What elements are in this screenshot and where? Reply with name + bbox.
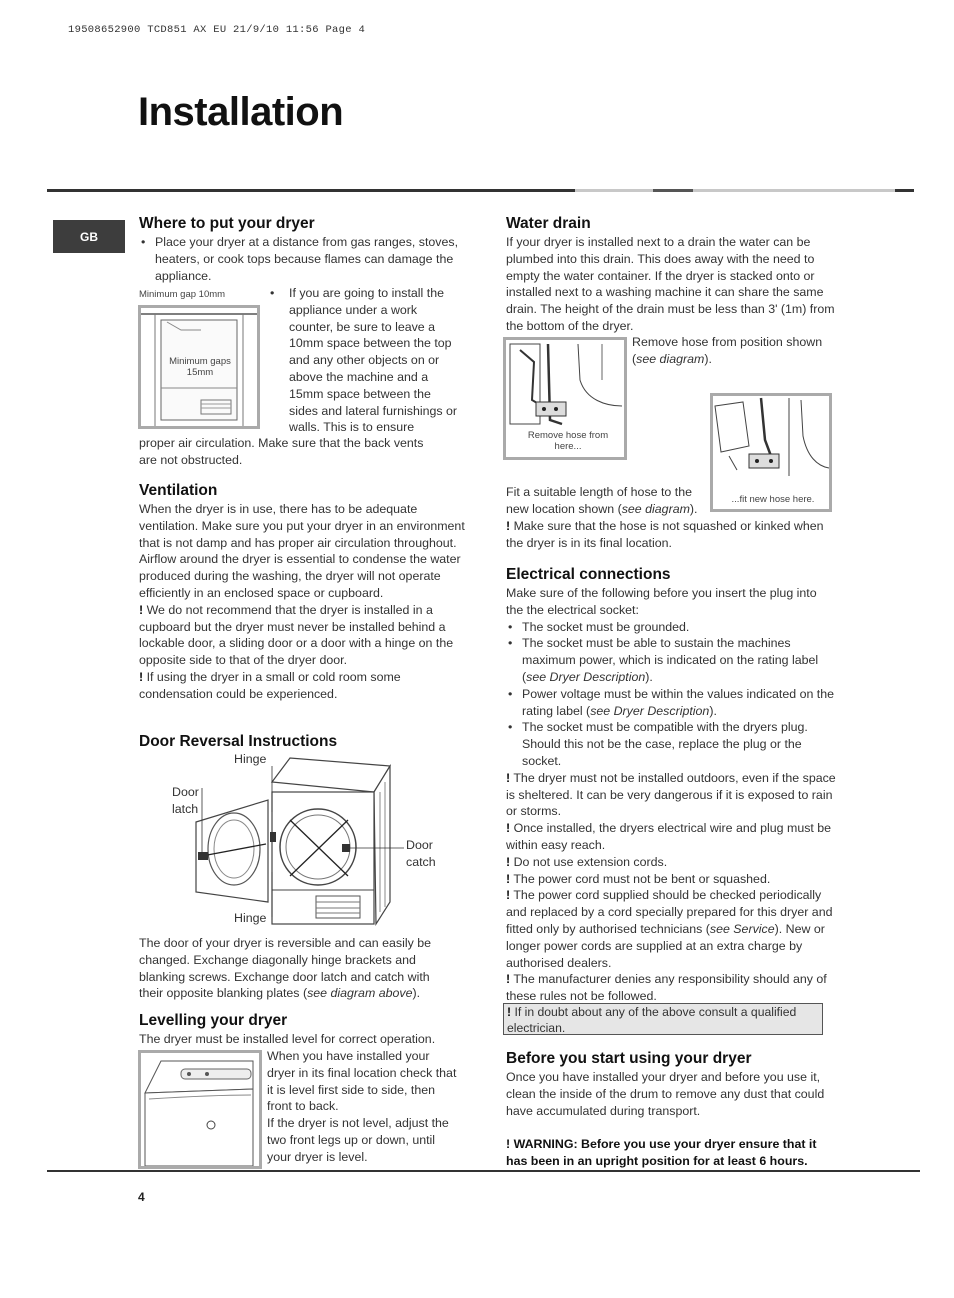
hose-remove-figure	[503, 337, 627, 460]
ventilation-warning-1	[139, 602, 465, 669]
b3-text: Power voltage must be within the values indicated on the rating label (	[522, 686, 835, 718]
ventilation-body	[139, 501, 465, 703]
dryer-gap-figure	[138, 305, 260, 429]
electrical-warning-4	[506, 871, 836, 888]
top-rule-light	[575, 189, 653, 192]
e-w2-text: Once installed, the dryers electrical wire and plug must be within easy reach.	[506, 821, 832, 852]
levelling-p2: When you have installed your dryer in its final location check that it is level first side to side, then front to back.	[267, 1049, 457, 1114]
b2-end: ).	[645, 669, 653, 684]
electrical-warning-3	[506, 854, 836, 871]
warning-mark: !	[506, 854, 511, 869]
ventilation-p1: When the dryer is in use, there has to be adequate ventilation. Make sure you put your dryer in an environment that is not damp and has proper air circulation throughout. Airflow around the dryer is essential to condense the water produced during the washing, the dryer will not operate efficiently in an enclosed space or cupboard.	[139, 502, 465, 600]
top-rule	[47, 189, 575, 192]
language-badge: GB	[53, 220, 125, 253]
ventilation-w1-text: We do not recommend that the dryer is installed in a cupboard but the dryer must never be installed behind a lockable door, a sliding door or a door with a hinge on the opposite side to that of the dryer door.	[139, 602, 454, 668]
b3-end: ).	[709, 703, 717, 718]
where-bullet-1: • Place your dryer at a distance from gas ranges, stoves, heaters, or cook tops because flames can damage the appliance.	[139, 234, 459, 284]
electrical-bullet-2	[506, 635, 836, 685]
e-w1-text: The dryer must not be installed outdoors, even if the space is sheltered. It can be very dangerous if it is exposed to rain or storms.	[506, 770, 836, 819]
hose-remove-caption: Remove hose from here...	[527, 430, 609, 452]
b2-em: see Dryer Description	[526, 669, 646, 684]
water-p2-end: ).	[704, 351, 712, 366]
levelling-p3: If the dryer is not level, adjust the two front legs up or down, until your dryer is level.	[267, 1116, 449, 1164]
where-tail: proper air circulation. Make sure that the back vents are not obstructed.	[139, 436, 424, 467]
fig-gap-caption: Minimum gap 10mm	[139, 289, 226, 300]
top-rule-light-2	[693, 189, 895, 192]
electrical-bullet-list	[506, 619, 836, 770]
electrical-body	[506, 585, 836, 1005]
warning-mark: !	[506, 770, 511, 785]
water-w1-text: Make sure that the hose is not squashed or kinked when the dryer is in its final location.	[506, 519, 824, 550]
warning-mark: !	[507, 1005, 512, 1019]
ventilation-w2-text: If using the dryer in a small or cold room some condensation could be experienced.	[139, 669, 401, 701]
label-hinge-top: Hinge	[234, 752, 267, 766]
levelling-illustration	[141, 1053, 259, 1166]
door-p1-em: see diagram above	[307, 986, 413, 1001]
fig-gaps-inner-caption: Minimum gaps 15mm	[169, 356, 231, 378]
water-p2-em: see diagram	[636, 351, 705, 366]
page-number: 4	[138, 1190, 145, 1204]
ventilation-warning-2	[139, 669, 465, 703]
water-heading: Water drain	[506, 215, 591, 232]
levelling-figure	[138, 1050, 262, 1169]
where-bullet-2: • If you are going to install the appliance under a work counter, be sure to leave a 10mm space between the top and any other objects on or above the machine and a 15mm space between the sides and lateral furnishings or walls. This is to ensure	[268, 285, 460, 436]
label-door-catch: Door catch	[406, 838, 436, 869]
water-warning	[506, 518, 836, 552]
levelling-p1: The dryer must be installed level for correct operation.	[139, 1032, 436, 1046]
bottom-rule	[47, 1170, 920, 1172]
where-heading: Where to put your dryer	[139, 215, 315, 232]
levelling-heading: Levelling your dryer	[139, 1012, 288, 1029]
e-w6-text: The manufacturer denies any responsibility should any of these rules not be followed.	[506, 972, 827, 1004]
electrical-bullet-1: • The socket must be grounded.	[506, 619, 836, 636]
door-reversal-diagram	[190, 752, 410, 927]
door-p1-text: The door of your dryer is reversible and can easily be changed. Exchange diagonally hinge brackets and blanking screws. Exchange door latch and catch with their opposite blanking plates (	[139, 936, 432, 1001]
water-p3-text: Fit a suitable length of hose to the new location shown (	[506, 485, 692, 516]
water-p3-end: ).	[689, 501, 698, 516]
e-w4-text: The power cord must not be bent or squashed.	[510, 871, 771, 886]
electrician-note	[503, 1003, 823, 1035]
electrical-bullet-3	[506, 686, 836, 720]
door-paragraph	[139, 935, 451, 1002]
electrical-warning-2	[506, 820, 836, 854]
water-p2	[632, 334, 832, 368]
top-rule-mid	[653, 189, 693, 192]
door-p1-end: ).	[412, 986, 421, 1001]
water-p3	[506, 484, 706, 518]
label-hinge-bottom: Hinge	[234, 911, 267, 925]
before-warning: ! WARNING: Before you use your dryer ensure that it has been in an upright position for at least 6 hours.	[506, 1137, 817, 1168]
before-p1: Once you have installed your dryer and before you use it, clean the inside of the drum to remove any dust that could have accumulated during transport.	[506, 1070, 825, 1118]
electrical-warning-1	[506, 770, 836, 820]
water-p2-text: Remove hose from position shown (	[632, 335, 823, 366]
e-w5-text: The power cord supplied should be checked periodically and replaced by a cord specially prepared for this dryer and fitted only by authorised technicians (	[506, 888, 833, 936]
warning-mark: !	[506, 821, 511, 836]
electrical-warning-6	[506, 971, 836, 1005]
page-title: Installation	[138, 90, 344, 134]
hose-fit-caption: ...fit new hose here.	[731, 494, 815, 505]
electrician-note-text: If in doubt about any of the above consult a qualified electrician.	[507, 1005, 797, 1035]
warning-mark: !	[139, 669, 144, 684]
top-rule-end	[895, 189, 914, 192]
electrical-warning-5	[506, 887, 836, 971]
b2-text: The socket must be able to sustain the machines maximum power, which is indicated on the rating label (	[522, 636, 819, 684]
warning-mark: !	[506, 871, 511, 886]
print-header: 19508652900 TCD851 AX EU 21/9/10 11:56 Page 4	[68, 24, 366, 36]
e-w5-em: see Service	[709, 921, 775, 936]
e-w5-end: ). New or longer power cords are supplied at an extra charge by authorised dealers.	[506, 921, 825, 970]
hose-fit-illustration	[713, 396, 829, 509]
before-heading: Before you start using your dryer	[506, 1050, 752, 1067]
hose-fit-figure	[710, 393, 832, 512]
door-heading: Door Reversal Instructions	[139, 733, 338, 750]
e-w3-text: Do not use extension cords.	[510, 854, 668, 869]
warning-mark: !	[506, 972, 511, 987]
electrical-heading: Electrical connections	[506, 566, 671, 583]
warning-mark: !	[506, 519, 511, 533]
where-bullet-list	[139, 234, 459, 284]
ventilation-heading: Ventilation	[139, 482, 218, 499]
label-door-latch: Door latch	[172, 785, 199, 816]
electrical-intro: Make sure of the following before you insert the plug into the the electrical socket:	[506, 586, 817, 617]
water-p1: If your dryer is installed next to a drain the water can be plumbed into this drain. This does away with the need to empty the water container. If the dryer is stacked onto or installed next to a washing machine it can share the same drain. The height of the drain must be less than 3' (1m) from the bottom of the dryer.	[506, 235, 835, 333]
warning-mark: !	[506, 888, 511, 903]
warning-mark: !	[139, 602, 144, 617]
electrical-bullet-4: • The socket must be compatible with the dryers plug. Should this not be the case, replace the plug or the socket.	[506, 719, 836, 769]
levelling-side-text	[267, 1048, 457, 1166]
b3-em: see Dryer Description	[590, 703, 710, 718]
water-p3-em: see diagram	[621, 501, 690, 516]
where-bullet-list-2	[268, 285, 460, 436]
